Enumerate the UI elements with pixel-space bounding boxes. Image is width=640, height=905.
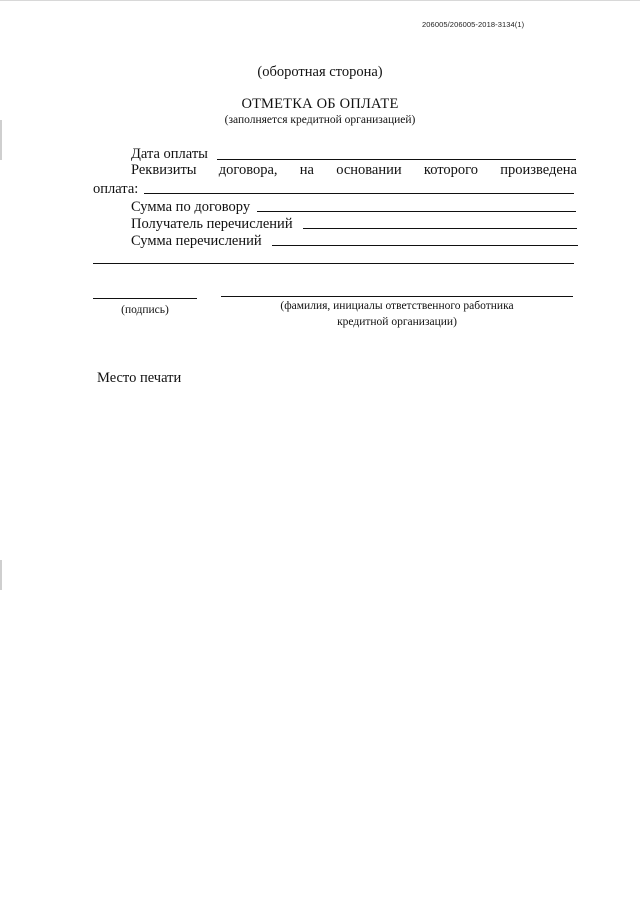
recipient-field[interactable] bbox=[303, 228, 577, 229]
page-subtitle: (заполняется кредитной организацией) bbox=[224, 114, 416, 126]
recipient-label: Получатель перечислений bbox=[131, 216, 293, 232]
requisites-word: Реквизиты bbox=[131, 162, 197, 178]
requisites-word: на bbox=[299, 162, 314, 178]
transfer-sum-label: Сумма перечислений bbox=[131, 233, 262, 249]
requisites-word: которого bbox=[423, 162, 478, 178]
scan-edge-mark bbox=[0, 560, 2, 590]
requisites-label-row bbox=[131, 162, 577, 179]
transfer-sum-field[interactable] bbox=[272, 245, 578, 246]
officer-caption-line2: кредитной организации) bbox=[337, 316, 457, 328]
contract-sum-field[interactable] bbox=[257, 211, 576, 212]
requisites-continuation: оплата: bbox=[93, 181, 139, 197]
signature-field[interactable] bbox=[93, 298, 197, 299]
payment-date-label: Дата оплаты bbox=[131, 146, 208, 162]
page-title: ОТМЕТКА ОБ ОПЛАТЕ bbox=[241, 96, 399, 112]
officer-name-field[interactable] bbox=[221, 296, 573, 297]
seal-place-label: Место печати bbox=[97, 370, 182, 386]
scan-edge-mark bbox=[0, 120, 2, 160]
document-stamp-number: 206005/206005-2018-3134(1) bbox=[422, 20, 525, 29]
contract-sum-label: Сумма по договору bbox=[131, 199, 251, 215]
scan-top-edge bbox=[0, 0, 640, 1]
payment-date-field[interactable] bbox=[217, 159, 576, 160]
signature-caption: (подпись) bbox=[121, 304, 169, 316]
side-label: (оборотная сторона) bbox=[257, 64, 383, 80]
officer-caption-line1: (фамилия, инициалы ответственного работника bbox=[280, 300, 514, 312]
requisites-word: основании bbox=[336, 162, 402, 178]
requisites-field[interactable] bbox=[144, 193, 574, 194]
extra-field-line[interactable] bbox=[93, 263, 574, 264]
requisites-word: произведена bbox=[500, 162, 577, 178]
requisites-word: договора, bbox=[218, 162, 278, 178]
